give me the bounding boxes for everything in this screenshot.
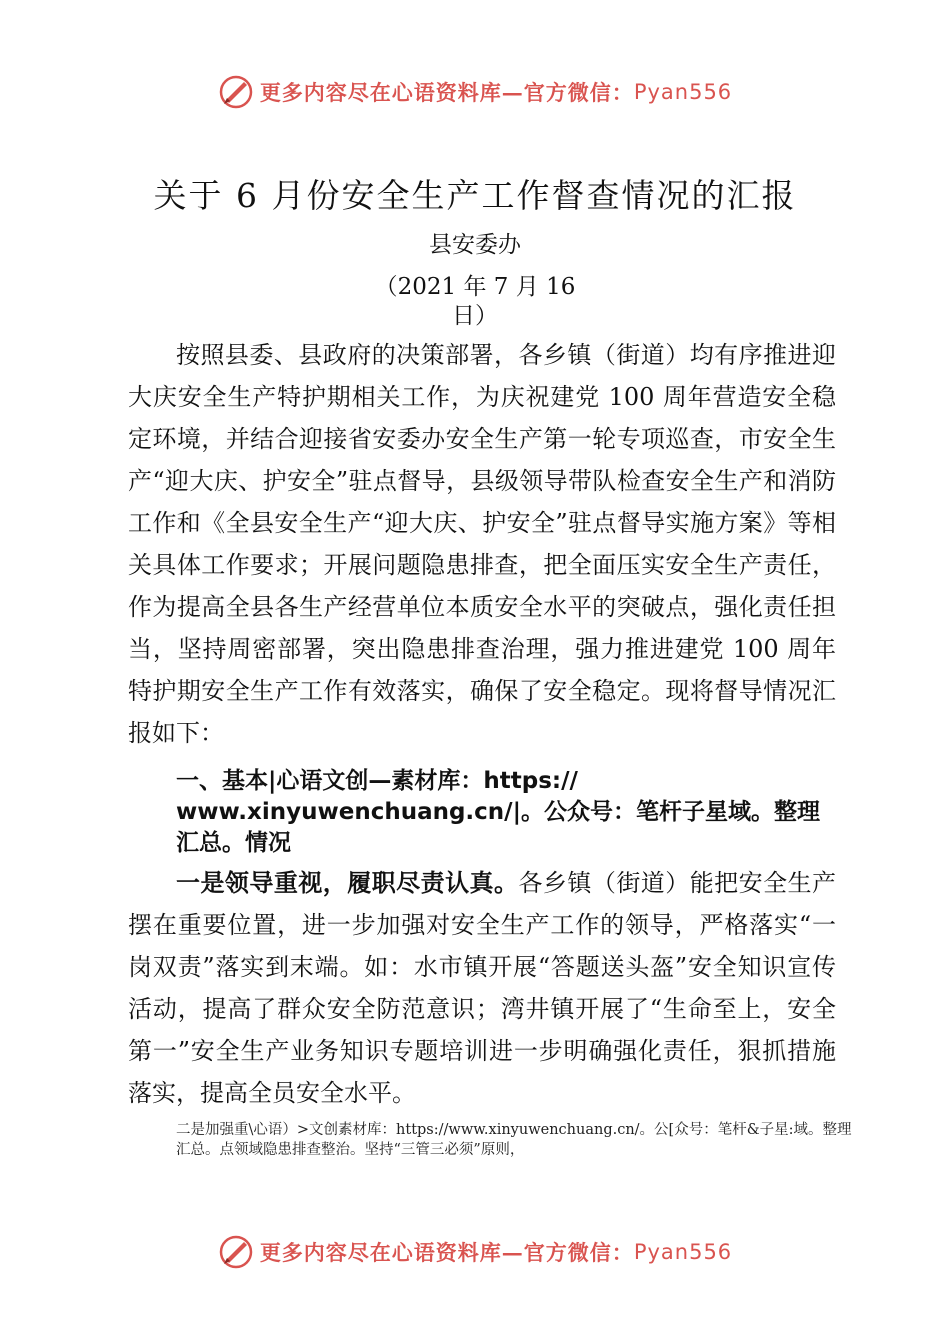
banner-wechat: Pyan556	[633, 80, 733, 104]
pen-logo-icon	[218, 74, 254, 110]
paragraph-body: 各乡镇（街道）能把安全生产摆在重要位置，进一步加强对安全生产工作的领导，严格落实“一岗双责”落实到末端。如：水市镇开展“答题送头盔”安全知识宣传活动，提高了群众安全防范意识；湾井镇开展了“生命至上，安全第一”安全生产业务知识专题培训进一步明确强化责任，狠抓措施落实，提高全员安全水平。	[128, 869, 837, 1107]
banner-wechat: Pyan556	[633, 1240, 733, 1264]
document-date-line2: 日）	[452, 303, 498, 329]
footnote-text: 二是加强重\心语）>文创素材库：https://www.xinyuwenchuang.cn/。公[众号：笔杆&子星:域。整理汇总。点领域隐患排查整治。坚持“三管三必须”原则，	[176, 1122, 852, 1158]
paragraph-leadership	[128, 862, 836, 1114]
footer-banner	[0, 1232, 950, 1272]
pen-logo-icon	[218, 1234, 254, 1270]
paragraph-intro: 按照县委、县政府的决策部署，各乡镇（街道）均有序推进迎大庆安全生产特护期相关工作，为庆祝建党 100 周年营造安全稳定环境，并结合迎接省安委办安全生产第一轮专项巡查，市安全生产“迎大庆、护安全”驻点督导，县级领导带队检查安全生产和消防工作和《全县安全生产“迎大庆、护安全”驻点督导实施方案》等相关具体工作要求；开展问题隐患排查，把全面压实安全生产责任，作为提高全县各生产经营单位本质安全水平的突破点，强化责任担当，坚持周密部署，突出隐患排查治理，强力推进建党 100 周年特护期安全生产工作有效落实，确保了安全稳定。现将督导情况汇报如下：	[128, 341, 836, 747]
header-banner	[0, 72, 950, 112]
document-date-line1: （2021 年 7 月 16	[374, 274, 576, 300]
section-heading-1: 一、基本|心语文创—素材库：https:// www.xinyuwenchuang.cn/|。公众号：笔杆子星域。整理汇总。情况	[176, 768, 820, 856]
banner-text: 更多内容尽在心语资料库—官方微信：	[259, 1240, 634, 1265]
document-title: 关于 6 月份安全生产工作督查情况的汇报	[153, 176, 797, 215]
banner-text: 更多内容尽在心语资料库—官方微信：	[259, 80, 634, 105]
paragraph-lead-phrase: 一是领导重视，履职尽责认真。	[176, 868, 519, 897]
document-org: 县安委办	[429, 232, 521, 258]
